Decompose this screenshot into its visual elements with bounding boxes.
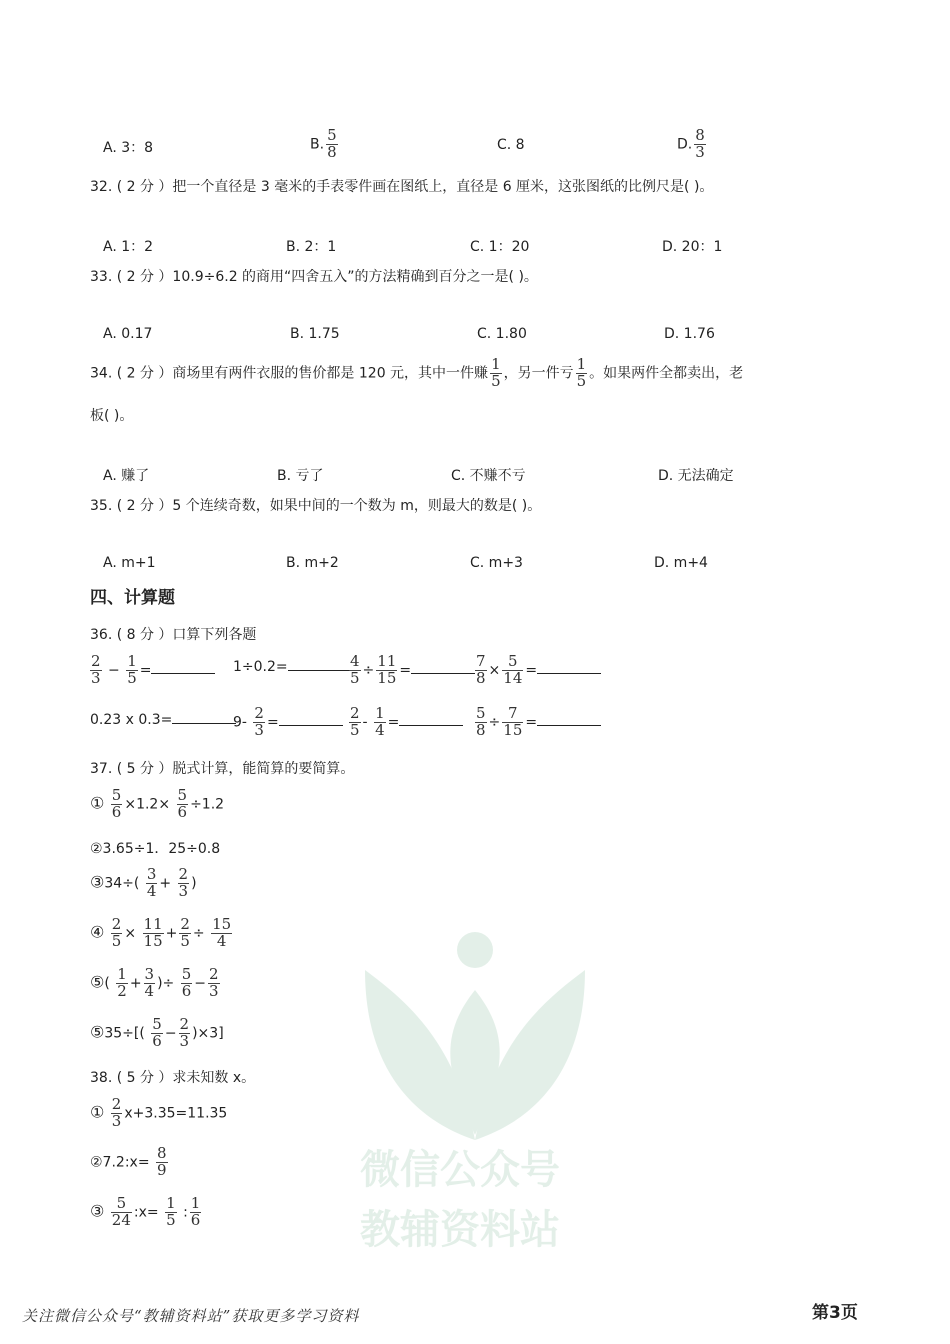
answer-blank[interactable]	[537, 659, 601, 674]
fraction: $\frac{7}{15}$	[503, 704, 523, 739]
fraction: $\frac{5}{8}$	[476, 704, 486, 739]
answer-blank[interactable]	[399, 711, 463, 726]
q38-stem: 38. ( 5 分 ）求未知数 x。	[90, 1070, 256, 1086]
fraction: $\frac{7}{8}$	[476, 652, 486, 687]
fraction	[326, 128, 338, 161]
fraction: $\frac{5}{14}$	[503, 652, 523, 687]
answer-blank[interactable]	[537, 711, 601, 726]
answer-blank[interactable]	[411, 659, 475, 674]
q33-option-c: C. 1.80	[477, 326, 527, 342]
q34-option-d: D. 无法确定	[658, 468, 734, 484]
watermark-text: 教辅资料站	[360, 1207, 560, 1253]
equation-head: ②7.2:x=	[90, 1154, 150, 1171]
fraction	[576, 357, 588, 390]
q36-expression-row-1d: $\frac{7}{8}$ × $\frac{5}{14}$ =	[473, 654, 601, 687]
denominator: 8	[327, 142, 337, 161]
q36-expression-row-2c: $\frac{2}{5}$ - $\frac{1}{4}$ =	[347, 706, 463, 739]
q34-option-c: C. 不赚不亏	[451, 468, 526, 484]
q33-option-b: B. 1.75	[290, 326, 340, 342]
q32-option-c: C. 1：20	[470, 239, 530, 255]
numerator: 5	[327, 126, 337, 144]
watermark-text: 微信公众号	[360, 1147, 560, 1193]
answer-blank[interactable]	[151, 659, 215, 674]
q38-item-2: ②7.2:x= $\frac{8}{9}$	[90, 1144, 167, 1179]
fraction	[490, 357, 502, 390]
q35-option-c: C. m+3	[470, 555, 523, 571]
fraction: $\frac{1}{5}$	[127, 652, 137, 687]
q36-expression-row-2b: 9- $\frac{2}{3}$ =	[233, 706, 343, 739]
q38-item-1: ① $\frac{2}{3}$ x+3.35=11.35	[90, 1095, 228, 1130]
q37-stem: 37. ( 5 分 ）脱式计算，能简算的要简算。	[90, 761, 355, 777]
q34-stem	[90, 357, 743, 390]
fraction: $\frac{2}{3}$	[254, 704, 264, 739]
denominator: 5	[576, 371, 587, 390]
denominator: 3	[695, 142, 705, 161]
q31-option-d	[677, 128, 708, 161]
q31-option-c: C. 8	[497, 137, 525, 153]
fraction: $\frac{1}{4}$	[375, 704, 385, 739]
q33-option-d: D. 1.76	[664, 326, 715, 342]
q36-expression-row-1c: $\frac{4}{5}$ ÷ $\frac{11}{15}$ =	[347, 654, 475, 687]
q33-stem: 33. ( 2 分 ）10.9÷6.2 的商用“四舍五入”的方法精确到百分之一是( )。	[90, 269, 538, 285]
numerator: 8	[695, 126, 705, 144]
expression: 1÷0.2=	[233, 659, 288, 675]
numerator: 1	[491, 355, 501, 373]
footer-note: 关注微信公众号“教辅资料站”获取更多学习资料	[22, 1307, 360, 1325]
q32-option-b: B. 2：1	[286, 239, 337, 255]
q37-item-3: ③34÷( $\frac{3}{4}$ + $\frac{2}{3}$ )	[90, 865, 197, 900]
q34-stem-part: 。如果两件全都卖出，老	[589, 365, 744, 382]
q36-expression-row-1b	[233, 656, 352, 675]
q36-expression-row-1: $\frac{2}{3}$ − $\frac{1}{5}$ =	[88, 654, 215, 687]
q35-option-b: B. m+2	[286, 555, 339, 571]
q32-stem: 32. ( 2 分 ）把一个直径是 3 毫米的手表零件画在图纸上，直径是 6 厘米，这张图纸的比例尺是( )。	[90, 179, 714, 195]
q37-item-1: ① $\frac{5}{6}$ ×1.2× $\frac{5}{6}$ ÷1.2	[90, 786, 225, 821]
q34-option-a: A. 赚了	[103, 468, 150, 484]
q37-item-4: ④ $\frac{2}{5}$ × $\frac{11}{15}$ + $\frac{2}{5}$ ÷ $\frac{15}{4}$	[90, 915, 232, 950]
q35-option-a: A. m+1	[103, 555, 156, 571]
q32-option-a: A. 1：2	[103, 239, 154, 255]
q33-option-a: A. 0.17	[103, 326, 153, 342]
fraction: $\frac{2}{3}$	[91, 652, 101, 687]
q37-item-2: ②3.65÷1．25÷0.8	[90, 841, 221, 857]
fraction	[694, 128, 706, 161]
q36-expression-row-2a	[90, 709, 236, 728]
denominator: 5	[491, 371, 501, 390]
expression: 9-	[233, 714, 247, 731]
section-title: 四、计算题	[90, 588, 175, 608]
q34-stem-part: 34. ( 2 分 ）商场里有两件衣服的售价都是 120 元，其中一件赚	[90, 365, 489, 382]
q37-item-5: ⑤( $\frac{1}{2}$ + $\frac{3}{4}$ )÷ $\frac{5}{6}$ − $\frac{2}{3}$	[90, 965, 219, 1000]
q34-stem-part: ，另一件亏	[503, 365, 574, 382]
fraction: $\frac{11}{15}$	[377, 652, 397, 687]
q37-item-6: ⑤35÷[( $\frac{5}{6}$ − $\frac{2}{3}$ )×3]	[90, 1015, 224, 1050]
fraction: $\frac{2}{5}$	[350, 704, 360, 739]
q31-option-d-prefix: D.	[677, 136, 693, 153]
fraction: $\frac{4}{5}$	[350, 652, 360, 687]
q36-stem: 36. ( 8 分 ）口算下列各题	[90, 627, 257, 643]
answer-blank[interactable]	[279, 711, 343, 726]
page-number: 第3页	[812, 1303, 858, 1323]
answer-blank[interactable]	[288, 656, 352, 671]
q34-stem-line2: 板( )。	[90, 408, 134, 424]
equation-tail: x+3.35=11.35	[124, 1105, 228, 1122]
q34-option-b: B. 亏了	[277, 468, 324, 484]
q32-option-d: D. 20：1	[662, 239, 723, 255]
q31-option-a: A. 3：8	[103, 140, 154, 156]
q31-option-b-prefix: B.	[310, 136, 325, 153]
q35-option-d: D. m+4	[654, 555, 708, 571]
q31-option-b	[310, 128, 340, 161]
numerator: 1	[576, 355, 587, 373]
q35-stem: 35. ( 2 分 ）5 个连续奇数，如果中间的一个数为 m，则最大的数是( )。	[90, 498, 542, 514]
answer-blank[interactable]	[172, 709, 236, 724]
q36-expression-row-2d: $\frac{5}{8}$ ÷ $\frac{7}{15}$ =	[473, 706, 601, 739]
expression: 0.23 x 0.3=	[90, 712, 173, 728]
q38-item-3: ③ $\frac{5}{24}$ :x= $\frac{1}{5}$ : $\frac{1}{6}$	[90, 1194, 201, 1229]
